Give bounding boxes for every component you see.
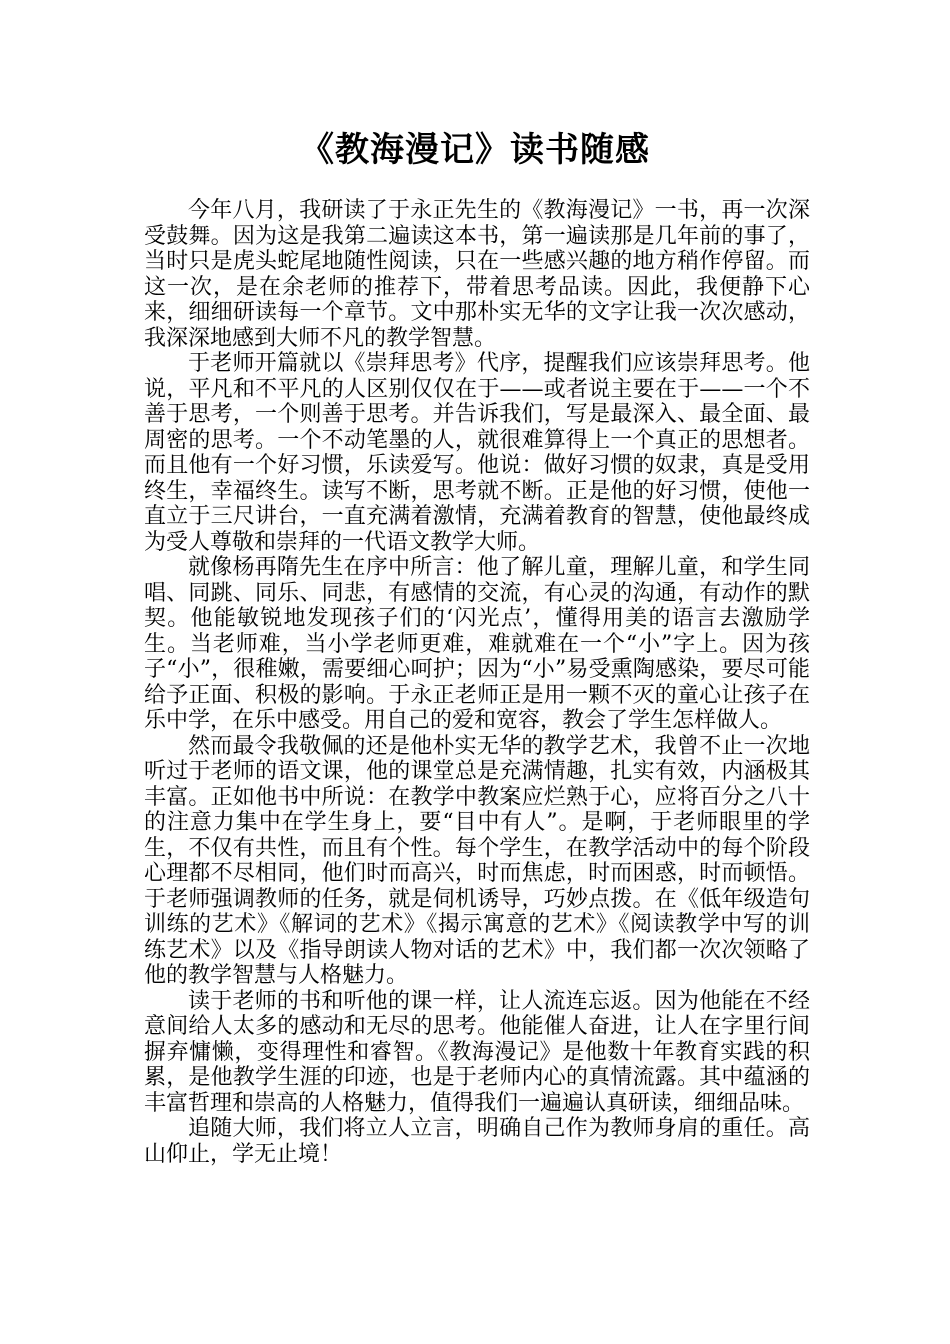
paragraph-2: 于老师开篇就以《崇拜思考》代序，提醒我们应该崇拜思考。他说，平凡和不平凡的人区别仅仅在于——或者说主要在于——一个不善于思考，一个则善于思考。并告诉我们，写是最深入、最全面、最周密的思考。一个不动笔墨的人，就很难算得上一个真正的思想者。而且他有一个好习惯，乐读爱写。他说：做好习惯的奴隶，真是受用终生，幸福终生。读写不断，思考就不断。正是他的好习惯，使他一直立于三尺讲台，一直充满着激情，充满着教育的智慧，使他最终成为受人尊敬和崇拜的一代语文教学大师。: [144, 351, 810, 555]
paragraph-4: 然而最令我敬佩的还是他朴实无华的教学艺术，我曾不止一次地听过于老师的语文课，他的课堂总是充满情趣，扎实有效，内涵极其丰富。正如他书中所说：在教学中教案应烂熟于心，应将百分之八十的注意力集中在学生身上，要“目中有人”。是啊，于老师眼里的学生，不仅有共性，而且有个性。每个学生，在教学活动中的每个阶段心理都不尽相同，他们时而高兴，时而焦虑，时而困惑，时而顿悟。于老师强调教师的任务，就是伺机诱导，巧妙点拨。在《低年级造句训练的艺术》《解词的艺术》《揭示寓意的艺术》《阅读教学中写的训练艺术》以及《指导朗读人物对话的艺术》中，我们都一次次领略了他的教学智慧与人格魅力。: [144, 733, 810, 988]
paragraph-1: 今年八月，我研读了于永正先生的《教海漫记》一书，再一次深受鼓舞。因为这是我第二遍读这本书，第一遍读那是几年前的事了，当时只是虎头蛇尾地随性阅读，只在一些感兴趣的地方稍作停留。而这一次，是在余老师的推荐下，带着思考品读。因此，我便静下心来，细细研读每一个章节。文中那朴实无华的文字让我一次次感动，我深深地感到大师不凡的教学智慧。: [144, 198, 810, 351]
paragraph-6: 追随大师，我们将立人立言，明确自己作为教师身肩的重任。高山仰止，学无止境！: [144, 1116, 810, 1167]
paragraph-3: 就像杨再隋先生在序中所言：他了解儿童，理解儿童，和学生同唱、同跳、同乐、同悲，有感情的交流，有心灵的沟通，有动作的默契。他能敏锐地发现孩子们的‘闪光点’，懂得用美的语言去激励学生。当老师难，当小学老师更难，难就难在一个“小”字上。因为孩子“小”，很稚嫩，需要细心呵护；因为“小”易受熏陶感染，要尽可能给予正面、积极的影响。于永正老师正是用一颗不灭的童心让孩子在乐中学，在乐中感受。用自己的爱和宽容，教会了学生怎样做人。: [144, 555, 810, 733]
document-body: [144, 198, 810, 1167]
document-title: 《教海漫记》读书随感: [300, 130, 650, 170]
paragraph-5: 读于老师的书和听他的课一样，让人流连忘返。因为他能在不经意间给人太多的感动和无尽的思考。他能催人奋进，让人在字里行间摒弃慵懒，变得理性和睿智。《教海漫记》是他数十年教育实践的积累，是他教学生涯的印迹，也是于老师内心的真情流露。其中蕴涵的丰富哲理和崇高的人格魅力，值得我们一遍遍认真研读，细细品味。: [144, 988, 810, 1116]
